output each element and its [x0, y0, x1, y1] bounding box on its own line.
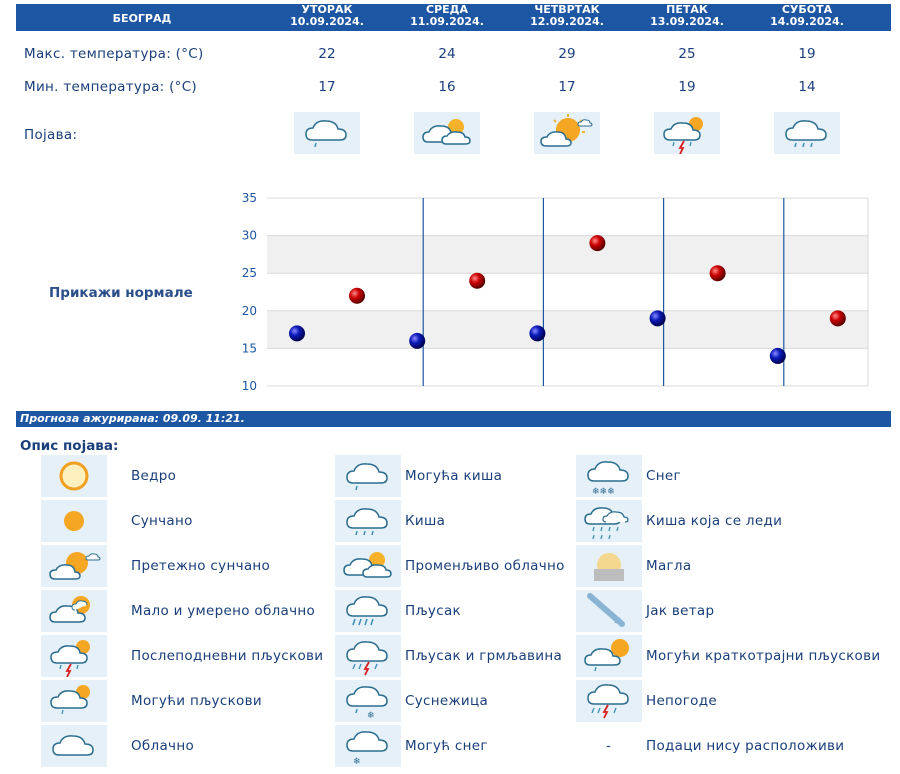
y-tick-label: 30 [241, 228, 257, 243]
legend-label: Ведро [131, 468, 177, 484]
legend-label: Мало и умерено облачно [131, 603, 316, 619]
mostly-sunny-icon [41, 545, 107, 587]
possible-brief-showers-icon [576, 635, 642, 677]
mostly-sunny-icon [534, 112, 600, 154]
legend-label: Сунчано [131, 513, 193, 529]
thunderstorm-icon [335, 635, 401, 677]
legend-label: Могући пљускови [131, 693, 262, 709]
legend-label: Јак ветар [646, 603, 715, 619]
min-temp-value: 19 [678, 79, 696, 95]
legend-label: Непогоде [646, 693, 717, 709]
min-temp-label: Мин. температура: (°C) [24, 79, 198, 95]
possible-rain-icon [335, 455, 401, 497]
max-temp-point [349, 288, 365, 304]
y-tick-label: 10 [241, 379, 257, 393]
day-header-4 [627, 4, 747, 28]
variable-cloudy-icon [414, 112, 480, 154]
svg-text:❄❄❄: ❄❄❄ [592, 487, 615, 497]
legend-title: Опис појава: [20, 438, 119, 454]
show-normals-link[interactable]: Прикажи нормале [49, 285, 193, 301]
legend-label: Могућ снег [405, 738, 488, 754]
rain-icon [774, 112, 840, 154]
cloudy-icon [41, 725, 107, 767]
possible-rain-icon [294, 112, 360, 154]
max-temp-value: 19 [798, 46, 816, 62]
day-header-3 [507, 4, 627, 28]
day-header-2 [387, 4, 507, 28]
min-temp-value: 16 [438, 79, 456, 95]
legend-label: Подаци нису расположиви [646, 738, 845, 754]
fog-icon [576, 545, 642, 587]
variable-cloudy-icon [335, 545, 401, 587]
possible-showers-icon [41, 680, 107, 722]
min-temp-value: 17 [558, 79, 576, 95]
day-date: 10.09.2024. [290, 15, 364, 28]
partly-cloudy-icon [41, 590, 107, 632]
afternoon-showers-icon [41, 635, 107, 677]
legend-label: Променљиво облачно [405, 558, 565, 574]
max-temp-value: 22 [318, 46, 336, 62]
y-tick-label: 35 [241, 191, 257, 205]
update-bar [16, 411, 891, 427]
day-name: ЧЕТВРТАК [534, 3, 600, 16]
day-name: ПЕТАК [666, 3, 708, 16]
snow-icon [576, 455, 642, 497]
legend-label: Киша [405, 513, 446, 529]
no-data-dash: - [606, 738, 611, 754]
day-name: УТОРАК [301, 3, 353, 16]
freezing-rain-icon [576, 500, 642, 542]
max-temp-value: 29 [558, 46, 576, 62]
forecast-header [16, 4, 891, 31]
day-header-1 [267, 4, 387, 28]
day-name: СУБОТА [781, 3, 833, 16]
storm-icon [576, 680, 642, 722]
clear-sun-icon [41, 455, 107, 497]
svg-text:❄: ❄ [367, 711, 375, 721]
phenomenon-label: Појава: [24, 127, 78, 143]
max-temp-value: 24 [438, 46, 456, 62]
max-temp-point [469, 273, 485, 289]
legend-label: Пљусак [405, 603, 461, 619]
day-date: 14.09.2024. [770, 15, 844, 28]
legend-label: Киша која се леди [646, 513, 783, 529]
max-temp-point [830, 310, 846, 326]
legend-label: Могућа киша [405, 468, 503, 484]
day-date: 11.09.2024. [410, 15, 484, 28]
update-text: Прогноза ажурирана: 09.09. 11:21. [20, 412, 245, 425]
afternoon-showers-icon [654, 112, 720, 154]
legend-label: Претежно сунчано [131, 558, 271, 574]
y-tick-label: 15 [241, 341, 257, 356]
y-tick-label: 25 [241, 266, 257, 281]
min-temp-point [770, 348, 786, 364]
y-tick-label: 20 [241, 303, 257, 318]
svg-text:❄: ❄ [353, 757, 361, 767]
shower-icon [335, 590, 401, 632]
day-date: 12.09.2024. [530, 15, 604, 28]
min-temp-point [650, 310, 666, 326]
legend-label: Пљусак и грмљавина [405, 648, 563, 664]
min-temp-point [409, 333, 425, 349]
legend-label: Магла [646, 558, 692, 574]
min-temp-point [289, 325, 305, 341]
grid-band [267, 311, 868, 349]
sunny-icon [41, 500, 107, 542]
day-name: СРЕДА [426, 3, 468, 16]
legend-label: Суснежица [405, 693, 489, 709]
legend-label: Послеподневни пљускови [131, 648, 324, 664]
strong-wind-icon [576, 590, 642, 632]
possible-snow-icon [335, 725, 401, 767]
min-temp-point [529, 325, 545, 341]
max-temp-label: Макс. температура: (°C) [24, 46, 204, 62]
max-temp-point [710, 265, 726, 281]
sleet-icon [335, 680, 401, 722]
grid-band [267, 236, 868, 274]
rain-icon [335, 500, 401, 542]
day-header-5 [747, 4, 867, 28]
temperature-chart [230, 190, 875, 400]
legend-label: Облачно [131, 738, 195, 754]
min-temp-value: 14 [798, 79, 816, 95]
day-date: 13.09.2024. [650, 15, 724, 28]
legend-label: Снег [646, 468, 681, 484]
max-temp-value: 25 [678, 46, 696, 62]
max-temp-point [589, 235, 605, 251]
min-temp-value: 17 [318, 79, 336, 95]
city-name: БЕОГРАД [112, 12, 172, 25]
y-axis-ticks [242, 191, 257, 393]
legend-label: Могући краткотрајни пљускови [646, 648, 881, 664]
